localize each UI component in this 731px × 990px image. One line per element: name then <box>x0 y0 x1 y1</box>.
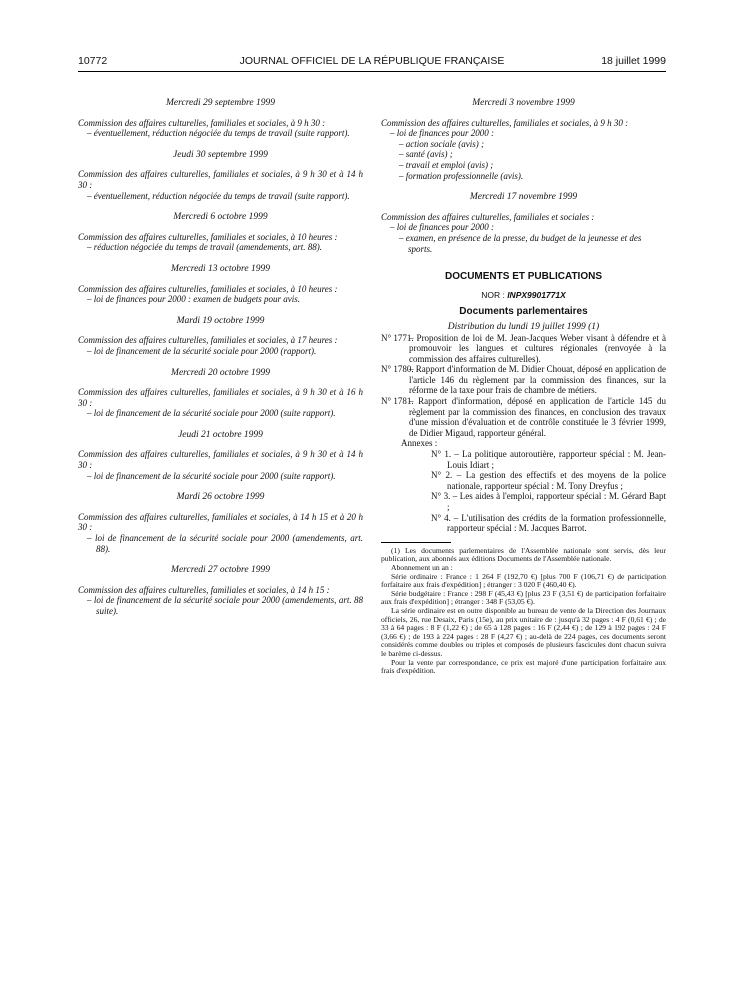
commission-line: Commission des affaires culturelles, familiales et sociales, à 9 h 30 et à 16 h 30 : <box>78 387 363 408</box>
agenda-item: – éventuellement, réduction négociée du temps de travail (suite rapport). <box>87 128 350 139</box>
session-block <box>78 150 363 201</box>
page-header <box>78 55 666 69</box>
session-block <box>78 565 363 616</box>
footnote-paragraph: (1) Les documents parlementaires de l'Assemblée nationale sont servis, dès leur publication, aux abonnés aux éditions Documents de l'Assemblée nationale. <box>381 545 666 564</box>
agenda-subitem: – formation professionnelle (avis). <box>399 170 524 181</box>
annexes-label: Annexes : <box>401 438 438 449</box>
session-date: Mercredi 3 novembre 1999 <box>472 98 575 108</box>
annex-item: N° 1. – La politique autoroutière, rapporteur spécial : M. Jean-Louis Idiart ; <box>431 449 666 470</box>
session-block <box>78 430 363 481</box>
agenda-item: – loi de financement de la sécurité sociale pour 2000 (rapport). <box>87 345 317 356</box>
session-date: Mardi 19 octobre 1999 <box>176 315 265 326</box>
commission-line: Commission des affaires culturelles, familiales et sociales, à 10 heures : <box>78 231 338 242</box>
commission-line: Commission des affaires culturelles, familiales et sociales, à 9 h 30 et à 14 h 30 : <box>78 449 363 471</box>
session-date: Mercredi 29 septembre 1999 <box>166 98 275 108</box>
agenda-subitem: – travail et emploi (avis) ; <box>399 159 494 170</box>
session-date: Jeudi 30 septembre 1999 <box>173 149 268 160</box>
session-block <box>78 368 363 419</box>
agenda-item: – réduction négociée du temps de travail (amendements, art. 88). <box>87 242 322 253</box>
agenda-item: – éventuellement, réduction négociée du temps de travail (suite rapport). <box>87 190 350 201</box>
right-column <box>381 98 666 676</box>
annex-item: N° 2. – La gestion des effectifs et des moyens de la police nationale, rapporteur spécial : M. Tony Dreyfus ; <box>431 470 666 491</box>
session-block <box>381 98 666 181</box>
session-block <box>78 492 363 554</box>
agenda-item: – loi de financement de la sécurité sociale pour 2000 (suite rapport). <box>87 408 336 419</box>
commission-line: Commission des affaires culturelles, familiales et sociales, à 17 heures : <box>78 335 338 346</box>
footnote-rule <box>381 542 451 543</box>
session-date: Jeudi 21 octobre 1999 <box>178 429 263 440</box>
session-date: Mercredi 27 octobre 1999 <box>171 565 270 576</box>
page-number: 10772 <box>78 55 108 67</box>
nor-value: INPX9901771X <box>507 289 566 300</box>
session-date: Mardi 26 octobre 1999 <box>176 492 265 503</box>
commission-line: Commission des affaires culturelles, familiales et sociales, à 10 heures : <box>78 283 338 294</box>
session-block <box>78 264 363 305</box>
left-column <box>78 98 363 617</box>
agenda-item: – loi de financement de la sécurité sociale pour 2000 (suite rapport). <box>87 470 336 481</box>
document-entry <box>381 333 666 365</box>
document-text: – Rapport d'information de M. Didier Chouat, déposé en application de l'article 146 du règlement par la commission des finances, sur la réforme de la taxe pour frais de chambre de métiers. <box>409 364 666 396</box>
agenda-subitem: – santé (avis) ; <box>399 149 453 160</box>
commission-line: Commission des affaires culturelles, familiales et sociales, à 9 h 30 : <box>381 117 629 128</box>
journal-title: JOURNAL OFFICIEL DE LA RÉPUBLIQUE FRANÇAISE <box>239 55 505 67</box>
session-date: Mercredi 17 novembre 1999 <box>469 192 578 203</box>
session-date: Mercredi 20 octobre 1999 <box>171 367 270 378</box>
commission-line: Commission des affaires culturelles, familiales et sociales, à 14 h 15 : <box>78 584 330 595</box>
commission-line: Commission des affaires culturelles, familiales et sociales, à 9 h 30 et à 14 h 30 : <box>78 169 363 190</box>
session-block <box>78 316 363 357</box>
footnote-paragraph: Abonnement un an : <box>391 562 453 572</box>
document-entry <box>381 364 666 396</box>
session-date: Mercredi 13 octobre 1999 <box>171 263 270 274</box>
commission-line: Commission des affaires culturelles, familiales et sociales, à 9 h 30 : <box>78 117 326 128</box>
agenda-item: – loi de finances pour 2000 : <box>390 128 494 139</box>
document-entry <box>381 396 666 438</box>
footnote-paragraph: Série budgétaire : France : 298 F (45,43 €) [plus 23 F (3,51 €) de participation forfaitaire aux frais d'expédition] ; étranger : 348 F (53,05 €). <box>381 588 666 607</box>
agenda-subitem: – examen, en présence de la presse, du budget de la jeunesse et des sports. <box>399 232 642 254</box>
document-text: – Proposition de loi de M. Jean-Jacques Weber visant à défendre et à promouvoir les langues et cultures régionales (renvoyée à la commission des affaires culturelles). <box>409 332 666 364</box>
commission-line: Commission des affaires culturelles, familiales et sociales, à 14 h 15 et à 20 h 30 : <box>78 511 363 533</box>
agenda-item: – loi de finances pour 2000 : <box>390 222 494 233</box>
document-number: N° 1780. <box>381 364 414 375</box>
session-block <box>78 98 363 139</box>
section-title: DOCUMENTS ET PUBLICATIONS <box>444 271 603 283</box>
subsection-title: Documents parlementaires <box>459 306 588 318</box>
document-number: N° 1771. <box>381 332 414 343</box>
session-block <box>381 192 666 254</box>
nor-reference <box>381 290 666 301</box>
session-date: Mercredi 6 octobre 1999 <box>173 212 268 223</box>
nor-label: NOR : <box>481 289 505 300</box>
issue-date: 18 juillet 1999 <box>601 55 666 67</box>
header-rule <box>78 71 666 72</box>
agenda-subitem: – action sociale (avis) ; <box>399 138 484 149</box>
footnote <box>381 547 666 676</box>
footnote-paragraph: Série ordinaire : France : 1 264 F (192,70 €) [plus 700 F (106,71 €) de participation forfaitaire aux frais d'expédition] ; étranger : 3 020 F (460,40 €). <box>381 571 666 590</box>
agenda-item: – loi de financement de la sécurité sociale pour 2000 (amendements, art. 88). <box>87 533 363 554</box>
footnote-paragraph: Pour la vente par correspondance, ce prix est majoré d'une participation forfaitaire aux frais d'expédition. <box>381 657 666 676</box>
session-block <box>78 212 363 253</box>
agenda-item: – loi de financement de la sécurité sociale pour 2000 (amendements, art. 88 suite). <box>87 595 363 616</box>
document-number: N° 1781. <box>381 396 414 407</box>
document-text: – Rapport d'information, déposé en application de l'article 145 du règlement par la commission des finances, en conclusion des travaux d'une mission d'évaluation et de contrôle constituée le 3 février 1999, de Didier Migaud, rapporteur général. <box>409 396 666 438</box>
footnote-paragraph: La série ordinaire est en outre disponible au bureau de vente de la Direction des Journaux officiels, 26, rue Desaix, Paris (15e), au prix unitaire de : jusqu'à 32 pages : 4 F (0,61 €) ; de 33 à 64 pages : 8 F (1,22 €) ; de 65 à 128 pages : 16 F (2,44 €) ; de 129 à 192 pages : 24 F (3,66 €) ; de 193 à 224 pages : 28 F (4,27 €) ; au-delà de 224 pages, ces documents seront considérés comme doubles ou triples et composés de plusieurs fascicules dont chacun suivra le barème ci-dessus. <box>381 605 666 658</box>
annex-item: N° 3. – Les aides à l'emploi, rapporteur spécial : M. Gérard Bapt ; <box>431 491 666 512</box>
commission-line: Commission des affaires culturelles, familiales et sociales : <box>381 211 595 222</box>
distribution-line: Distribution du lundi 19 juillet 1999 (1) <box>447 321 600 332</box>
annex-item: N° 4. – L'utilisation des crédits de la formation professionnelle, rapporteur spécial : M. Jacques Barrot. <box>431 512 666 534</box>
agenda-item: – loi de finances pour 2000 : examen de budgets pour avis. <box>87 294 300 305</box>
